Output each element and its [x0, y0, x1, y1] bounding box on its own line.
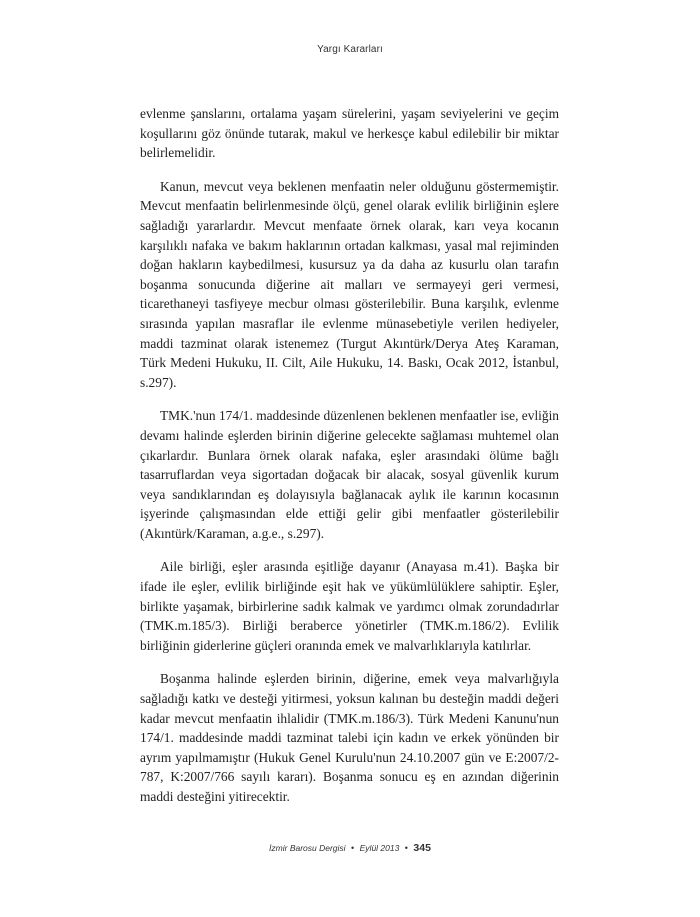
- page-number: 345: [413, 842, 431, 854]
- footer-date: Eylül 2013: [359, 843, 400, 853]
- page-body: [140, 104, 559, 821]
- footer-journal-name: İzmir Barosu Dergisi: [269, 843, 346, 853]
- page-footer: [0, 838, 700, 856]
- paragraph: Aile birliği, eşler arasında eşitliğe dayanır (Anayasa m.41). Başka bir ifade ile eşler, evlilik birliğinde eşit hak ve yükümlülüklere sahiptir. Eşler, birlikte yaşamak, birbirlerine sadık kalmak ve yardımcı olmak zorundadırlar (TMK.m.185/3). Birliği beraberce yönetirler (TMK.m.186/2). Evlilik birliğinin giderlerine güçleri oranında emek ve malvarlıklarıyla katılırlar.: [140, 559, 559, 653]
- paragraph: Boşanma halinde eşlerden birinin, diğerine, emek veya malvarlığıyla sağladığı katkı ve desteği yitirmesi, yoksun kalınan bu desteğin maddi değeri kadar mevcut menfaatin ihlalidir (TMK.m.186/3). Türk Medeni Kanunu'nun 174/1. maddesinde maddi tazminat talebi için kadın ve erkek yönünden bir ayrım yapılmamıştır (Hukuk Genel Kurulu'nun 24.10.2007 gün ve E:2007/2-787, K:2007/766 sayılı kararı). Boşanma sonucu eş en azından diğerinin maddi desteğini yitirecektir.: [140, 671, 559, 804]
- running-header-title: Yargı Kararları: [317, 44, 383, 55]
- paragraph: TMK.'nun 174/1. maddesinde düzenlenen beklenen menfaatler ise, evliğin devamı halinde eşlerden birinin diğerine gelecekte sağlaması muhtemel olan çıkarlardır. Bunlara örnek olarak nafaka, eşler arasındaki ölüme bağlı tasarruflardan veya sigortadan doğacak bir alacak, sosyal güvenlik kurum veya sandıklarından eş dolayısıyla bağlanacak aylık ile karının kocasının işyerinde çalışmasından elde ettiği gelir gibi menfaatler gösterilebilir (Akıntürk/Karaman, a.g.e., s.297).: [140, 408, 559, 541]
- paragraph: evlenme şanslarını, ortalama yaşam sürelerini, yaşam seviyelerini ve geçim koşullarını göz önünde tutarak, makul ve herkesçe kabul edilebilir bir miktar belirlemelidir.: [140, 106, 559, 161]
- paragraph: Kanun, mevcut veya beklenen menfaatin neler olduğunu göstermemiştir. Mevcut menfaatin belirlenmesinde ölçü, genel olarak evlilik birliğinin eşlere sağladığı yararlardır. Mevcut menfaate örnek olarak, karı veya kocanın karşılıklı nafaka ve bakım haklarının ortadan kalkması, yasal mal rejiminden doğan hakların kaybedilmesi, kusursuz ya da daha az kusurlu olan tarafın boşanma sonucunda diğerine ait malları ve sermayeyi geri vermesi, ticarethaneyi tasfiyeye mecbur olması gösterilebilir. Buna karşılık, evlenme sırasında yapılan masraflar ile evlenme münasebetiyle verilen hediyeler, maddi tazminat olarak istenemez (Turgut Akıntürk/Derya Ateş Karaman, Türk Medeni Hukuku, II. Cilt, Aile Hukuku, 14. Baskı, Ocak 2012, İstanbul, s.297).: [140, 178, 559, 390]
- footer-separator: •: [404, 843, 408, 853]
- running-header: [0, 44, 700, 55]
- footer-separator: •: [351, 843, 355, 853]
